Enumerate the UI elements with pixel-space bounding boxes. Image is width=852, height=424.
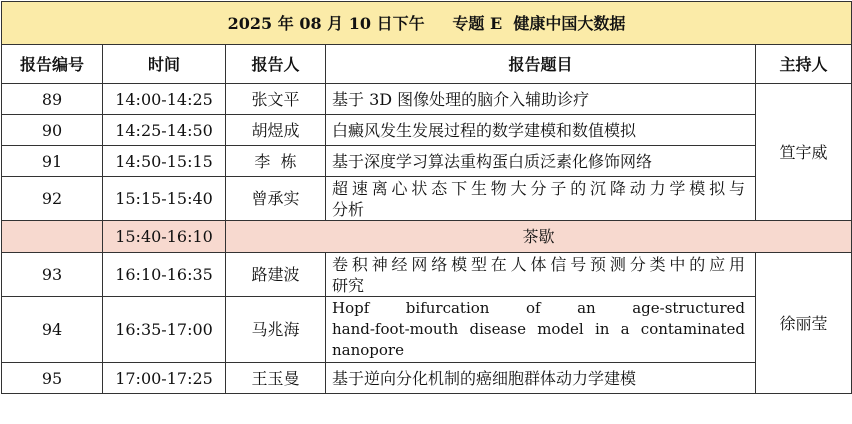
report-number: 89 xyxy=(2,84,103,115)
title-row xyxy=(2,2,852,45)
report-topic: 基于 3D 图像处理的脑介入辅助诊疗 xyxy=(326,84,756,115)
report-topic xyxy=(326,253,756,297)
header-speaker: 报告人 xyxy=(226,45,326,84)
schedule-sheet xyxy=(1,1,851,422)
speaker-name: 曾承实 xyxy=(226,177,326,221)
report-number: 93 xyxy=(2,253,103,297)
table-row xyxy=(2,363,852,394)
report-number: 95 xyxy=(2,363,103,394)
header-number: 报告编号 xyxy=(2,45,103,84)
break-label: 茶歇 xyxy=(226,221,852,253)
header-topic: 报告题目 xyxy=(326,45,756,84)
report-topic xyxy=(326,177,756,221)
table-row xyxy=(2,177,852,221)
schedule-table xyxy=(1,1,852,394)
header-time: 时间 xyxy=(103,45,226,84)
report-topic: 白癜风发生发展过程的数学建模和数值模拟 xyxy=(326,115,756,146)
speaker-name: 胡煜成 xyxy=(226,115,326,146)
report-time: 14:50-15:15 xyxy=(103,146,226,177)
table-row xyxy=(2,115,852,146)
report-topic xyxy=(326,297,756,363)
report-topic-line: hand-foot-mouth disease model in a contaminated xyxy=(332,320,745,338)
break-empty-cell xyxy=(2,221,103,253)
report-topic-line: 卷积神经网络模型在人体信号预测分类中的应用 xyxy=(332,254,745,274)
report-time: 14:25-14:50 xyxy=(103,115,226,146)
report-time: 16:35-17:00 xyxy=(103,297,226,363)
report-time: 16:10-16:35 xyxy=(103,253,226,297)
session-chair: 笪宇威 xyxy=(756,84,852,221)
speaker-name: 张文平 xyxy=(226,84,326,115)
table-row xyxy=(2,146,852,177)
schedule-title: 2025 年 08 月 10 日下午 专题 E 健康中国大数据 xyxy=(2,2,852,45)
report-number: 92 xyxy=(2,177,103,221)
table-row xyxy=(2,84,852,115)
report-time: 14:00-14:25 xyxy=(103,84,226,115)
break-time: 15:40-16:10 xyxy=(103,221,226,253)
report-time: 15:15-15:40 xyxy=(103,177,226,221)
session-chair: 徐丽莹 xyxy=(756,253,852,394)
table-row xyxy=(2,253,852,297)
header-row xyxy=(2,45,852,84)
report-topic-line: 超速离心状态下生物大分子的沉降动力学模拟与 xyxy=(332,178,745,198)
report-topic: 基于逆向分化机制的癌细胞群体动力学建模 xyxy=(326,363,756,394)
report-topic-line: 研究 xyxy=(332,275,365,295)
report-topic-line: 分析 xyxy=(332,199,365,219)
report-time: 17:00-17:25 xyxy=(103,363,226,394)
speaker-name: 路建波 xyxy=(226,253,326,297)
report-topic-line: Hopf bifurcation of an age-structured xyxy=(332,299,745,317)
speaker-name: 马兆海 xyxy=(226,297,326,363)
report-number: 90 xyxy=(2,115,103,146)
speaker-name: 李 栋 xyxy=(226,146,326,177)
report-number: 91 xyxy=(2,146,103,177)
report-number: 94 xyxy=(2,297,103,363)
break-row xyxy=(2,221,852,253)
report-topic-line: nanopore xyxy=(332,341,404,359)
header-chair: 主持人 xyxy=(756,45,852,84)
speaker-name: 王玉曼 xyxy=(226,363,326,394)
report-topic: 基于深度学习算法重构蛋白质泛素化修饰网络 xyxy=(326,146,756,177)
table-row xyxy=(2,297,852,363)
